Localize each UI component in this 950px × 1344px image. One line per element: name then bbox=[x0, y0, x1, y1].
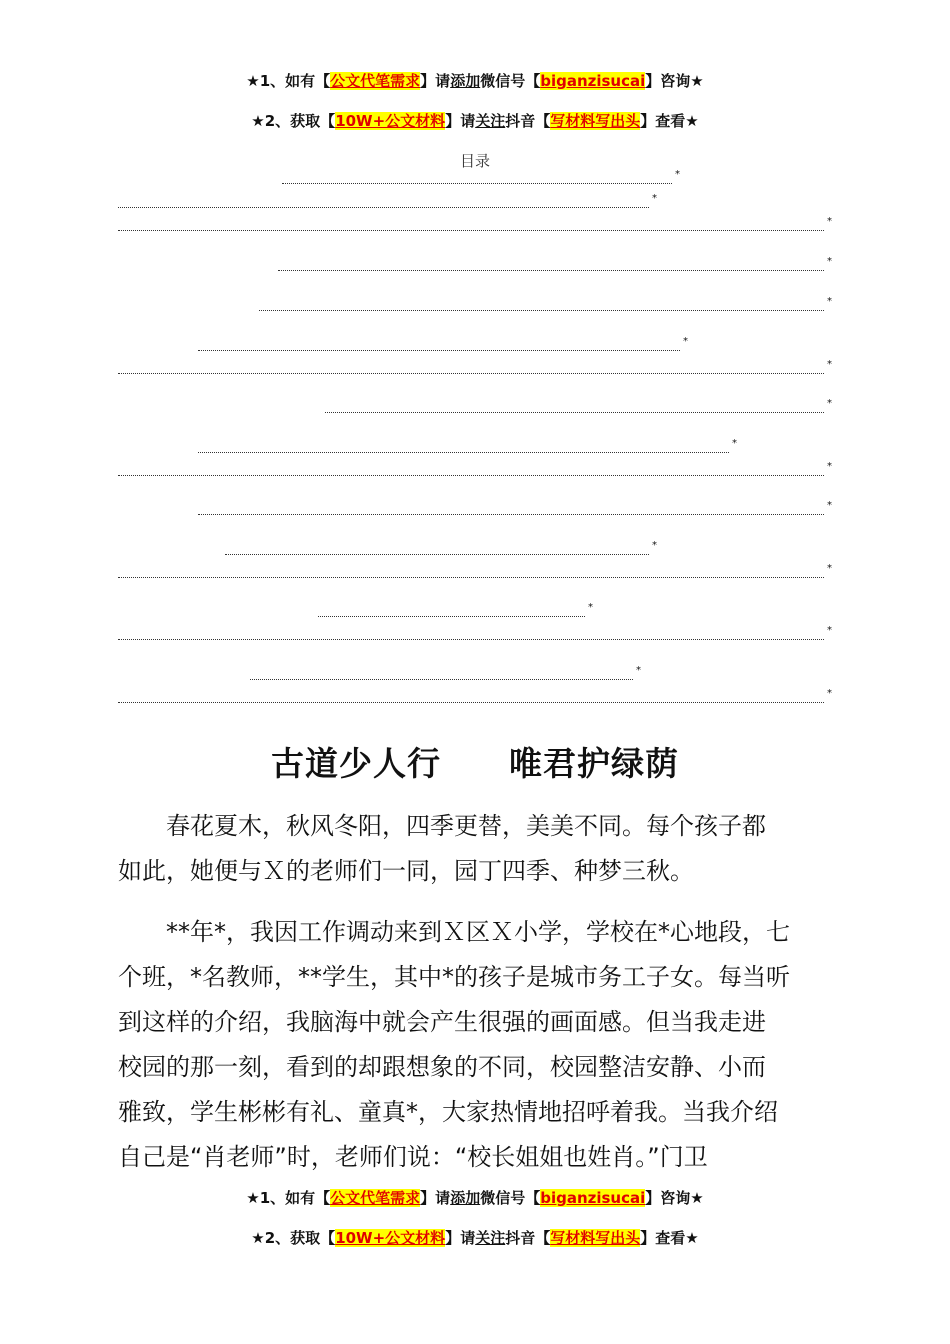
promo-banner-bottom-2 bbox=[0, 1228, 950, 1248]
toc-entry[interactable] bbox=[318, 602, 593, 619]
banner-highlight: 10W+公文材料 bbox=[335, 1229, 446, 1247]
toc-entry[interactable] bbox=[118, 193, 657, 210]
toc-page-number: * bbox=[636, 665, 641, 676]
toc-entry[interactable] bbox=[198, 438, 737, 455]
toc-entry[interactable] bbox=[118, 216, 832, 233]
toc-leader bbox=[118, 207, 649, 208]
banner-text: 】请 bbox=[445, 1229, 476, 1247]
banner-text: ★2、获取【 bbox=[251, 1229, 336, 1247]
toc-page-number: * bbox=[675, 169, 680, 180]
banner-highlight: 写材料写出头 bbox=[550, 1229, 641, 1247]
toc-leader bbox=[198, 350, 680, 351]
banner-text: ★2、获取【 bbox=[251, 112, 336, 130]
toc-leader bbox=[118, 702, 824, 703]
paragraph-line: 到这样的介绍，我脑海中就会产生很强的画面感。但当我走进 bbox=[118, 1008, 766, 1036]
paragraph-line: 个班，*名教师，**学生，其中*的孩子是城市务工子女。每当听 bbox=[118, 963, 790, 991]
banner-text: 】请 bbox=[420, 1189, 451, 1207]
banner-text: 抖音【 bbox=[505, 112, 551, 130]
toc-entry[interactable] bbox=[118, 563, 832, 580]
paragraph-1 bbox=[118, 804, 834, 894]
toc-page-number: * bbox=[827, 256, 832, 267]
banner-text: 抖音【 bbox=[505, 1229, 551, 1247]
banner-highlight: 公文代笔需求 bbox=[330, 1189, 421, 1207]
toc-page-number: * bbox=[652, 540, 657, 551]
toc-entry[interactable] bbox=[282, 169, 680, 186]
toc-page-number: * bbox=[827, 216, 832, 227]
banner-underline: 关注 bbox=[475, 112, 506, 130]
banner-text: 】查看★ bbox=[640, 1229, 699, 1247]
toc-leader bbox=[198, 452, 729, 453]
toc-entry[interactable] bbox=[225, 540, 657, 557]
banner-underline: 添加 bbox=[450, 72, 481, 90]
toc-leader bbox=[118, 577, 824, 578]
toc-page-number: * bbox=[652, 193, 657, 204]
toc-entry[interactable] bbox=[118, 359, 832, 376]
toc-entry[interactable] bbox=[250, 665, 641, 682]
toc-leader bbox=[325, 412, 824, 413]
banner-highlight: 10W+公文材料 bbox=[335, 112, 446, 130]
toc-leader bbox=[198, 514, 824, 515]
paragraph-2 bbox=[118, 910, 834, 1180]
toc-leader bbox=[278, 270, 824, 271]
toc-entry[interactable] bbox=[198, 336, 688, 353]
toc-page-number: * bbox=[827, 296, 832, 307]
toc-entry[interactable] bbox=[278, 256, 832, 273]
article-title: 古道少人行 唯君护绿荫 bbox=[271, 744, 679, 783]
paragraph-line: **年*，我因工作调动来到Ｘ区Ｘ小学，学校在*心地段，七 bbox=[166, 918, 790, 946]
toc-leader bbox=[282, 183, 672, 184]
banner-highlight: 写材料写出头 bbox=[550, 112, 641, 130]
banner-text: ★1、如有【 bbox=[246, 72, 331, 90]
toc-leader bbox=[118, 639, 824, 640]
toc-page-number: * bbox=[827, 398, 832, 409]
toc-leader bbox=[250, 679, 633, 680]
banner-text: 微信号【 bbox=[480, 1189, 541, 1207]
toc-page-number: * bbox=[827, 461, 832, 472]
banner-highlight: biganzisucai bbox=[540, 1189, 646, 1207]
toc-leader bbox=[225, 554, 649, 555]
toc-title: 目录 bbox=[459, 152, 490, 170]
banner-text: 】请 bbox=[420, 72, 451, 90]
banner-text: ★1、如有【 bbox=[246, 1189, 331, 1207]
paragraph-line: 雅致，学生彬彬有礼、童真*，大家热情地招呼着我。当我介绍 bbox=[118, 1098, 778, 1126]
toc-page-number: * bbox=[827, 359, 832, 370]
banner-underline: 添加 bbox=[450, 1189, 481, 1207]
toc-leader bbox=[259, 310, 824, 311]
paragraph-line: 校园的那一刻，看到的却跟想象的不同，校园整洁安静、小而 bbox=[118, 1053, 766, 1081]
paragraph-line: 如此，她便与Ｘ的老师们一同，园丁四季、种梦三秋。 bbox=[118, 857, 694, 885]
banner-underline: 关注 bbox=[475, 1229, 506, 1247]
toc-page-number: * bbox=[732, 438, 737, 449]
banner-text: 】咨询★ bbox=[645, 1189, 704, 1207]
toc-entry[interactable] bbox=[118, 625, 832, 642]
toc-entry[interactable] bbox=[259, 296, 832, 313]
toc-leader bbox=[318, 616, 585, 617]
toc-page-number: * bbox=[827, 500, 832, 511]
toc-page-number: * bbox=[827, 563, 832, 574]
banner-text: 】查看★ bbox=[640, 112, 699, 130]
banner-text: 】请 bbox=[445, 112, 476, 130]
toc-page-number: * bbox=[683, 336, 688, 347]
toc-entry[interactable] bbox=[118, 688, 832, 705]
banner-text: 】咨询★ bbox=[645, 72, 704, 90]
toc-entry[interactable] bbox=[198, 500, 832, 517]
toc-entry[interactable] bbox=[118, 461, 832, 478]
toc-page-number: * bbox=[588, 602, 593, 613]
paragraph-line: 自己是“肖老师”时，老师们说：“校长姐姐也姓肖。”门卫 bbox=[118, 1143, 708, 1171]
toc-entry[interactable] bbox=[325, 398, 832, 415]
toc-page-number: * bbox=[827, 688, 832, 699]
toc-leader bbox=[118, 475, 824, 476]
paragraph-line: 春花夏木，秋风冬阳，四季更替，美美不同。每个孩子都 bbox=[166, 812, 766, 840]
toc-leader bbox=[118, 230, 824, 231]
promo-banner-bottom-1 bbox=[0, 1188, 950, 1208]
promo-banner-top-1 bbox=[0, 71, 950, 91]
banner-highlight: biganzisucai bbox=[540, 72, 646, 90]
toc-leader bbox=[118, 373, 824, 374]
banner-highlight: 公文代笔需求 bbox=[330, 72, 421, 90]
promo-banner-top-2 bbox=[0, 111, 950, 131]
toc-page-number: * bbox=[827, 625, 832, 636]
banner-text: 微信号【 bbox=[480, 72, 541, 90]
